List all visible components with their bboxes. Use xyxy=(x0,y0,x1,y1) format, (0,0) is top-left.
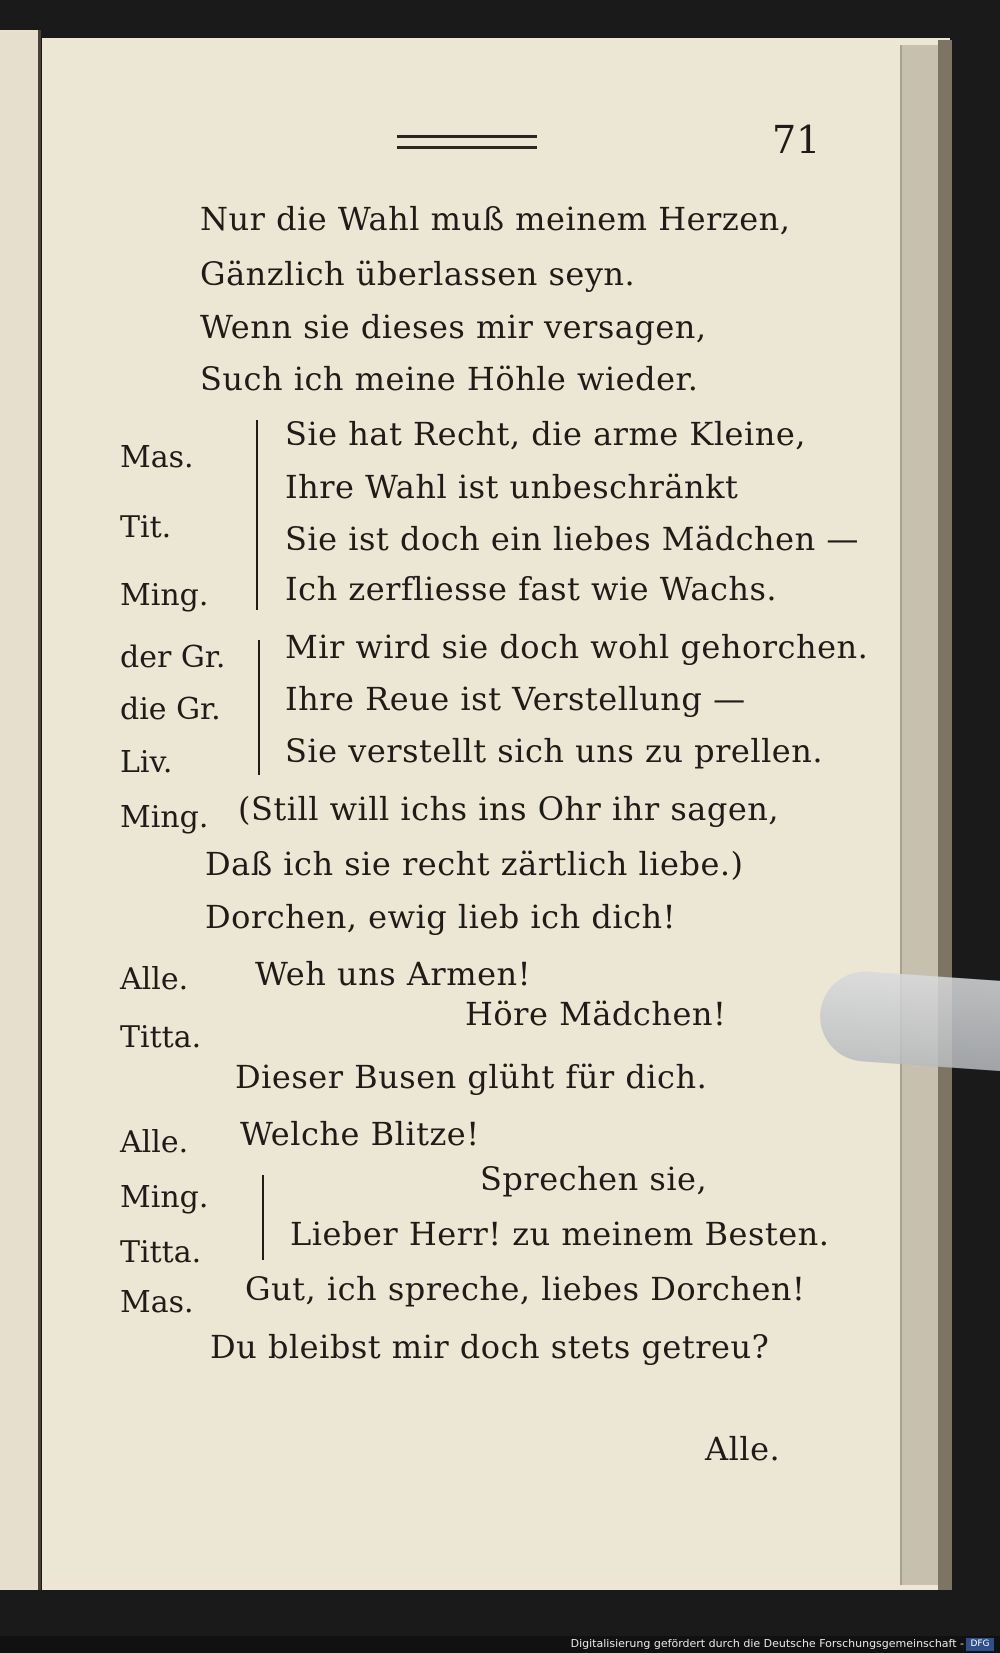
speaker-label: Titta. xyxy=(120,1020,202,1055)
speaker-brace xyxy=(256,420,266,610)
verse-line: Sprechen sie, xyxy=(480,1160,708,1198)
verse-line: Du bleibst mir doch stets getreu? xyxy=(210,1328,770,1366)
speaker-label: Alle. xyxy=(120,1125,189,1160)
dfg-logo: DFG xyxy=(966,1638,994,1651)
digitization-credit: Digitalisierung gefördert durch die Deutsche Forschungsgemeinschaft - xyxy=(570,1637,964,1650)
speaker-label: der Gr. xyxy=(120,640,226,675)
speaker-label: Titta. xyxy=(120,1235,202,1270)
verse-line: Sie ist doch ein liebes Mädchen — xyxy=(285,520,859,558)
page-number: 71 xyxy=(772,118,821,162)
catchword: Alle. xyxy=(705,1430,781,1468)
verse-line: Daß ich sie recht zärtlich liebe.) xyxy=(205,845,744,883)
page-stack-edge xyxy=(900,45,940,1585)
verse-line: Such ich meine Höhle wieder. xyxy=(200,360,699,398)
verse-line: Höre Mädchen! xyxy=(465,995,727,1033)
verse-line: Wenn sie dieses mir versagen, xyxy=(200,308,707,346)
verse-line: Gänzlich überlassen seyn. xyxy=(200,255,636,293)
speaker-label: Alle. xyxy=(120,962,189,997)
verse-line: Ihre Wahl ist unbeschränkt xyxy=(285,468,739,506)
verse-line: Dorchen, ewig lieb ich dich! xyxy=(205,898,676,936)
speaker-brace xyxy=(258,640,268,775)
verse-line: Sie verstellt sich uns zu prellen. xyxy=(285,732,824,770)
speaker-brace xyxy=(262,1175,272,1260)
verse-line: Weh uns Armen! xyxy=(255,955,531,993)
page-clip xyxy=(817,968,1000,1071)
verse-line: Welche Blitze! xyxy=(240,1115,480,1153)
speaker-label: Mas. xyxy=(120,440,194,475)
verse-line: Mir wird sie doch wohl gehorchen. xyxy=(285,628,869,666)
verse-line: Lieber Herr! zu meinem Besten. xyxy=(290,1215,830,1253)
verse-line: Gut, ich spreche, liebes Dorchen! xyxy=(245,1270,806,1308)
verse-line: Ihre Reue ist Verstellung — xyxy=(285,680,746,718)
verse-line: Ich zerfliesse fast wie Wachs. xyxy=(285,570,778,608)
header-rule xyxy=(397,135,537,149)
verse-line: Nur die Wahl muß meinem Herzen, xyxy=(200,200,791,238)
speaker-label: Ming. xyxy=(120,578,209,613)
left-page-edge xyxy=(0,30,41,1590)
speaker-label: Ming. xyxy=(120,800,209,835)
verse-line: (Still will ichs ins Ohr ihr sagen, xyxy=(238,790,780,828)
verse-line: Sie hat Recht, die arme Kleine, xyxy=(285,415,806,453)
verse-line: Dieser Busen glüht für dich. xyxy=(235,1058,708,1096)
speaker-label: die Gr. xyxy=(120,692,221,727)
speaker-label: Ming. xyxy=(120,1180,209,1215)
book-cover-edge xyxy=(938,40,952,1590)
speaker-label: Liv. xyxy=(120,745,173,780)
speaker-label: Tit. xyxy=(120,510,172,545)
speaker-label: Mas. xyxy=(120,1285,194,1320)
